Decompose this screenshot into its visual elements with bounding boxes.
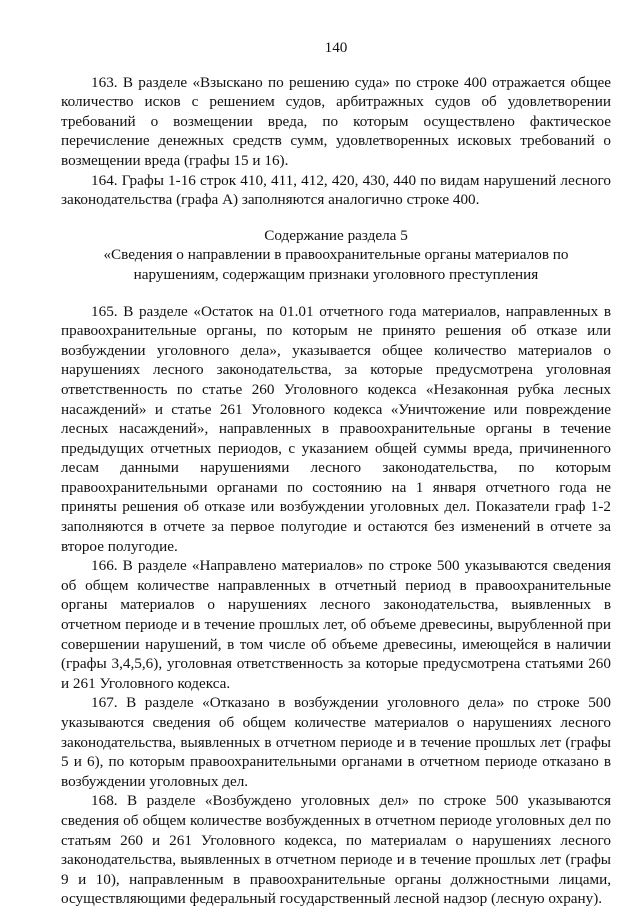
document-page bbox=[61, 38, 611, 909]
section-subtitle: «Сведения о направлении в правоохранительные органы материалов по нарушениям, содержащим признаки уголовного преступления bbox=[103, 246, 569, 283]
paragraph-164: 164. Графы 1-16 строк 410, 411, 412, 420, 430, 440 по видам нарушений лесного законодательства (графа А) заполняются аналогично строке 400. bbox=[61, 171, 611, 209]
paragraph-166: 166. В разделе «Направлено материалов» по строке 500 указываются сведения об общем количестве направленных в отчетный период в правоохранительные органы материалов о нарушениях лесного законодательства, выявленных в отчетном периоде и в течение прошлых лет, об объеме древесины, вырубленной при совершении нарушений, в том числе об объеме древесины, имеющейся в наличии (графы 3,4,5,6), уголовная ответственность за которые предусмотрена статьями 260 и 261 Уголовного кодекса. bbox=[61, 557, 611, 692]
paragraph-165: 165. В разделе «Остаток на 01.01 отчетного года материалов, направленных в правоохранительные органы, по которым не принято решения об отказе или возбуждении уголовного дела», указывается общее количество материалов о нарушениях лесного законодательства, за которые предусмотрена уголовная ответственность по статье 260 Уголовного кодекса «Незаконная рубка лесных насаждений» и статье 261 Уголовного кодекса «Уничтожение или повреждение лесных насаждений», направленных в правоохранительные органы в течение предыдущих отчетных периодов, с указанием общей суммы вреда, причиненного лесам данными нарушениями лесного законодательства, по которым правоохранительными органами по состоянию на 1 января отчетного года не приняты решения об отказе или возбуждении уголовных дел. Показатели граф 1-2 заполняются в отчете за первое полугодие и остаются без изменений в отчете за второе полугодие. bbox=[61, 302, 611, 555]
page-number: 140 bbox=[324, 39, 348, 56]
section-heading bbox=[61, 226, 611, 285]
paragraph-168: 168. В разделе «Возбуждено уголовных дел» по строке 500 указываются сведения об общем количестве возбужденных в отчетном периоде уголовных дел по статьям 260 и 261 Уголовного кодекса, по материалам о нарушениях лесного законодательства, выявленных в отчетном периоде и в течение прошлых лет (графы 9 и 10), направленным в правоохранительные органы должностными лицами, осуществляющими федеральный государственный лесной надзор (лесную охрану). bbox=[61, 792, 611, 908]
section-title: Содержание раздела 5 bbox=[264, 226, 408, 244]
paragraph-167: 167. В разделе «Отказано в возбуждении уголовного дела» по строке 500 указываются сведения об общем количестве материалов о нарушениях лесного законодательства, выявленных в отчетном периоде и в течение прошлых лет (графы 5 и 6), по которым правоохранительными органами в отчетном периоде отказано в возбуждении уголовных дел. bbox=[61, 694, 611, 790]
paragraph-163: 163. В разделе «Взыскано по решению суда» по строке 400 отражается общее количество исков с решением судов, арбитражных судов об удовлетворении требований о возмещении вреда, по которым осуществлено фактическое перечисление денежных средств сумм, удовлетворенных исковых требований о возмещении вреда (графы 15 и 16). bbox=[61, 73, 611, 169]
